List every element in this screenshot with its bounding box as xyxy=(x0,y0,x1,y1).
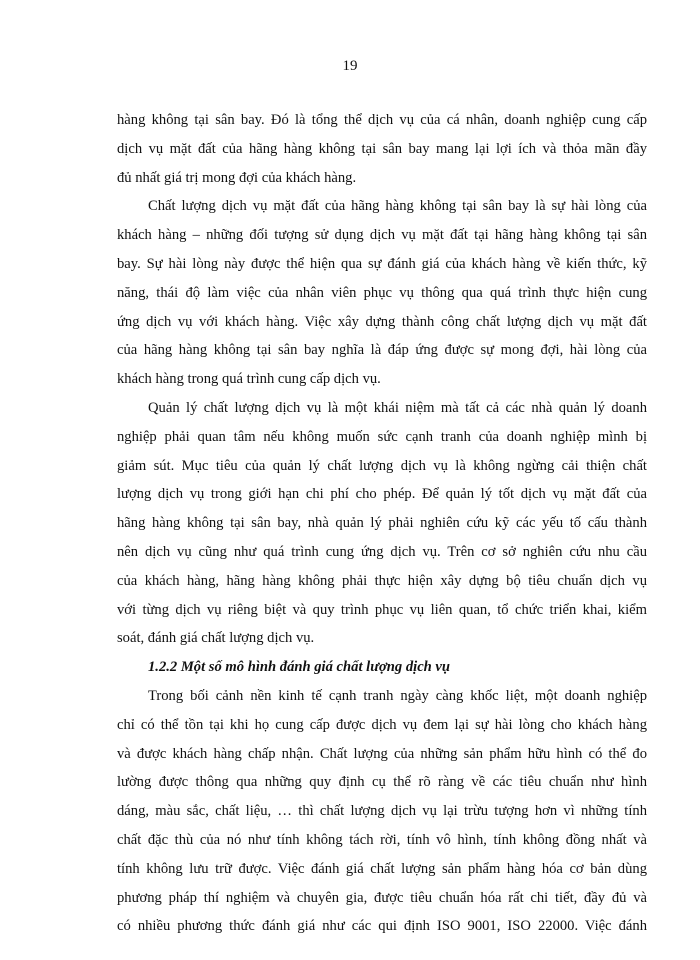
paragraph-3-line: Quản lý chất lượng dịch vụ là một khái niệm mà tất cả các nhà quản lý doanh xyxy=(148,400,647,416)
paragraph-2-line: khách hàng trong quá trình cung cấp dịch vụ. xyxy=(117,371,381,388)
page-number: 19 xyxy=(342,58,358,74)
paragraph-2-line: năng, thái độ làm việc của nhân viên phục vụ thông qua quá trình thực hiện cung xyxy=(117,284,647,301)
paragraph-3-line: hãng hàng không tại sân bay, nhà quản lý phải nghiên cứu kỹ các yếu tố cấu thành xyxy=(117,515,647,532)
paragraph-2-line: bay. Sự hài lòng này được thể hiện qua sự đánh giá của khách hàng về kiến thức, kỹ xyxy=(117,256,647,272)
paragraph-4-line: chất đặc thù của nó như tính không tách rời, tính vô hình, tính không đồng nhất và xyxy=(117,832,647,848)
paragraph-2-line: Chất lượng dịch vụ mặt đất của hãng hàng không tại sân bay là sự hài lòng của xyxy=(148,198,647,215)
paragraph-3-line: soát, đánh giá chất lượng dịch vụ. xyxy=(117,630,315,647)
paragraph-4-line: chỉ có thể tồn tại khi họ cung cấp được dịch vụ đem lại sự hài lòng cho khách hàng xyxy=(117,716,647,733)
paragraph-3-line: giảm sút. Mục tiêu của quản lý chất lượng dịch vụ là không ngừng cải thiện chất xyxy=(117,457,647,474)
paragraph-1-line: đủ nhất giá trị mong đợi của khách hàng. xyxy=(117,169,357,186)
paragraph-4-line: dáng, màu sắc, chất liệu, … thì chất lượng dịch vụ lại trừu tượng hơn vì những tính xyxy=(117,803,647,820)
paragraph-1-line: hàng không tại sân bay. Đó là tổng thể dịch vụ của cá nhân, doanh nghiệp cung cấp xyxy=(117,112,647,128)
section-heading: 1.2.2 Một số mô hình đánh giá chất lượng dịch vụ xyxy=(148,659,451,676)
paragraph-4-line: và được khách hàng chấp nhận. Chất lượng của những sản phẩm hữu hình có thể đo xyxy=(117,745,647,762)
paragraph-4-line: phương pháp thí nghiệm và chuyên gia, được tiêu chuẩn hóa rất chi tiết, đầy đủ và xyxy=(117,889,647,906)
paragraph-3-line: nên dịch vụ cũng như quá trình cung ứng dịch vụ. Trên cơ sở nghiên cứu nhu cầu xyxy=(117,544,647,560)
paragraph-4-line: có nhiều phương thức đánh giá như các qui định ISO 9001, ISO 22000. Việc đánh xyxy=(117,918,647,935)
paragraph-2-line: khách hàng – những đối tượng sử dụng dịch vụ mặt đất tại hãng hàng không tại sân xyxy=(117,227,647,244)
paragraph-4-line: Trong bối cảnh nền kinh tế cạnh tranh ngày càng khốc liệt, một doanh nghiệp xyxy=(148,688,647,704)
paragraph-3-line: nghiệp phải quan tâm nếu không muốn sức cạnh tranh của doanh nghiệp mình bị xyxy=(117,428,647,445)
paragraph-2-line: ứng dịch vụ với khách hàng. Việc xây dựng thành công chất lượng dịch vụ mặt đất xyxy=(117,313,647,330)
paragraph-2-line: của hãng hàng không tại sân bay nghĩa là đáp ứng được sự mong đợi, hài lòng của xyxy=(117,342,647,359)
paragraph-3-line: với từng dịch vụ riêng biệt và quy trình phục vụ liên quan, tổ chức triển khai, kiểm xyxy=(117,601,647,618)
paragraph-4-line: lường được thông qua những quy định cụ thể rõ ràng về các tiêu chuẩn như hình xyxy=(117,774,647,791)
paragraph-3-line: của khách hàng, hãng hàng không phải thực hiện xây dựng bộ tiêu chuẩn dịch vụ xyxy=(117,572,647,589)
paragraph-4-line: tính không lưu trữ được. Việc đánh giá chất lượng sản phẩm hàng hóa cơ bản dùng xyxy=(117,860,647,877)
paragraph-1-line: dịch vụ mặt đất của hãng hàng không tại sân bay mang lại lợi ích và thỏa mãn đầy xyxy=(117,140,647,157)
paragraph-3-line: lượng dịch vụ trong giới hạn chi phí cho phép. Để quản lý tốt dịch vụ mặt đất của xyxy=(117,486,647,503)
